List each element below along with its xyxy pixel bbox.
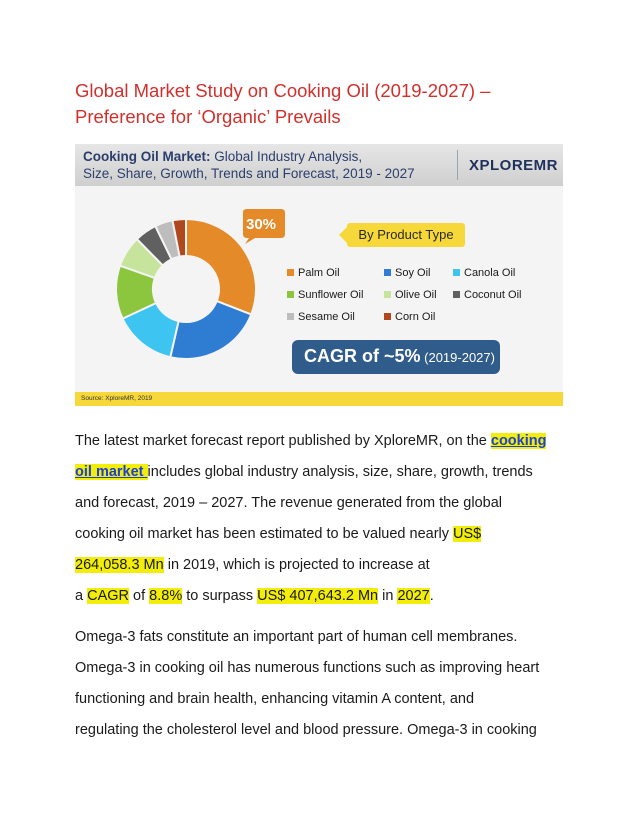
legend-label: Sesame Oil — [298, 311, 355, 323]
para1-line-4 — [75, 519, 565, 550]
product-type-label: By Product Type — [347, 223, 465, 247]
legend-item-olive-oil — [384, 288, 437, 302]
banner-title-bold: Cooking Oil Market: — [83, 149, 211, 164]
legend-swatch — [453, 269, 460, 276]
cagr-value: CAGR of ~5% — [304, 346, 421, 366]
percentage-callout — [241, 208, 289, 244]
legend-item-sesame-oil — [287, 310, 355, 324]
para2-line-1: Omega-3 fats constitute an important part of human cell membranes. — [75, 629, 518, 645]
rate-highlight: 8.8% — [149, 588, 183, 604]
legend-swatch — [287, 313, 294, 320]
text-run: includes global industry analysis, size, share, growth, trends — [147, 464, 533, 480]
legend-swatch — [384, 269, 391, 276]
text-run: of — [129, 588, 150, 604]
market-value-highlight: US$ — [453, 526, 482, 542]
source-note: Source: XploreMR, 2019 — [75, 392, 563, 406]
para2-line-3: functioning and brain health, enhancing vitamin A content, and — [75, 691, 475, 707]
forecast-value-highlight: US$ 407,643.2 Mn — [257, 588, 379, 604]
cagr-years: (2019-2027) — [420, 350, 495, 365]
legend-item-canola-oil — [453, 266, 515, 280]
text-run: to surpass — [182, 588, 258, 604]
legend-swatch — [287, 291, 294, 298]
para1-line-5 — [75, 550, 565, 581]
xploremr-logo — [469, 157, 558, 174]
legend-swatch — [453, 291, 460, 298]
cooking-oil-market-link-cont[interactable]: oil market — [75, 464, 148, 480]
para1-line-1 — [75, 426, 565, 457]
cagr-highlight: CAGR — [87, 588, 129, 604]
year-highlight: 2027 — [397, 588, 430, 604]
market-infographic — [75, 144, 563, 406]
percentage-label: 30% — [245, 216, 277, 233]
market-value-highlight-cont: 264,058.3 Mn — [75, 557, 164, 573]
donut-slice-soy-oil — [170, 301, 251, 359]
logo-text: XPLOREMR — [469, 157, 559, 174]
legend-label: Sunflower Oil — [298, 289, 364, 301]
legend-item-palm-oil — [287, 266, 340, 280]
intro-paragraph — [75, 426, 565, 612]
text-run: in — [378, 588, 398, 604]
banner-title — [83, 148, 453, 182]
legend-label: Soy Oil — [395, 267, 431, 279]
text-run: The latest market forecast report published by XploreMR, on the — [75, 433, 491, 449]
article-title — [75, 78, 575, 130]
legend-swatch — [287, 269, 294, 276]
donut-chart — [111, 214, 261, 364]
para1-line-6 — [75, 581, 565, 612]
legend-item-soy-oil — [384, 266, 430, 280]
banner-divider — [457, 150, 458, 180]
cagr-banner — [292, 340, 500, 374]
legend-swatch — [384, 313, 391, 320]
omega3-paragraph — [75, 622, 565, 746]
legend-swatch — [384, 291, 391, 298]
title-line-1: Global Market Study on Cooking Oil (2019-2027) – — [75, 80, 491, 101]
legend-item-corn-oil — [384, 310, 435, 324]
legend-label: Palm Oil — [298, 267, 340, 279]
infographic-banner — [75, 144, 563, 186]
para2-line-2: Omega-3 in cooking oil has numerous functions such as improving heart — [75, 660, 540, 676]
cooking-oil-market-link[interactable]: cooking — [490, 433, 547, 449]
text-run: . — [429, 588, 434, 604]
banner-title-line2: Size, Share, Growth, Trends and Forecast, 2019 - 2027 — [83, 166, 415, 181]
para2-line-4: regulating the cholesterol level and blood pressure. Omega-3 in cooking — [75, 722, 537, 738]
legend-label: Corn Oil — [395, 311, 436, 323]
banner-title-rest: Global Industry Analysis, — [210, 149, 363, 164]
legend-label: Olive Oil — [395, 289, 437, 301]
text-run: cooking oil market has been estimated to be valued nearly — [75, 526, 454, 542]
para1-line-2 — [75, 457, 565, 488]
legend-item-coconut-oil — [453, 288, 521, 302]
text-run: in 2019, which is projected to increase at — [163, 557, 430, 573]
legend-label: Canola Oil — [464, 267, 516, 279]
legend-label: Coconut Oil — [464, 289, 522, 301]
cagr-text — [304, 346, 495, 367]
para1-line-3: and forecast, 2019 – 2027. The revenue generated from the global — [75, 495, 502, 511]
text-run: a — [75, 588, 88, 604]
legend-item-sunflower-oil — [287, 288, 363, 302]
title-line-2: Preference for ‘Organic’ Prevails — [75, 106, 341, 127]
